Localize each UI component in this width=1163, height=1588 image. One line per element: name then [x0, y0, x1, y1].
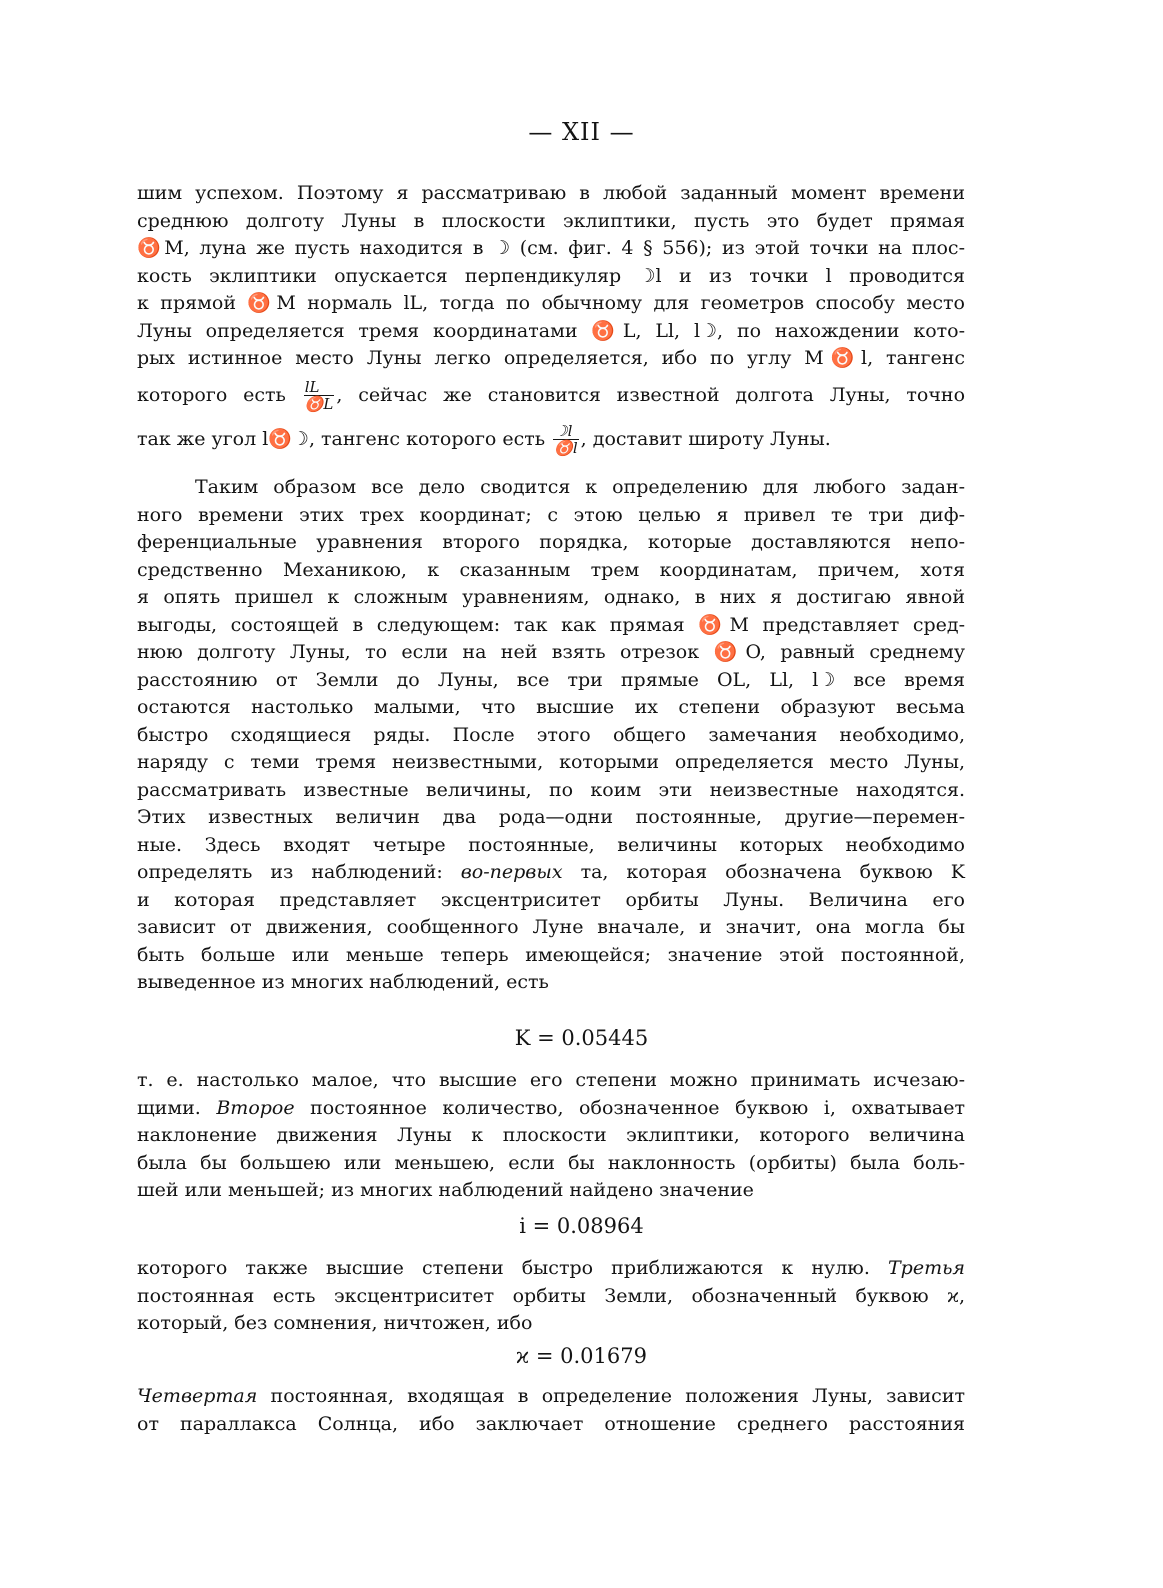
- text-line: [137, 1383, 965, 1411]
- fraction-tangent-latitude: [553, 423, 578, 456]
- text-line: ные. Здесь входят четыре постоянные, величины которых необходимо: [137, 833, 965, 856]
- text-line: к прямой ♉M нормаль lL, тогда по обычному для геометров способу место: [137, 292, 965, 314]
- text-line: Таким образом все дело сводится к определению для любого задан-: [195, 476, 965, 498]
- text-line: расстоянию от Земли до Луны, все три прямые OL, Ll, l☽ все время: [137, 668, 965, 691]
- text-line: шей или меньшей; из многих наблюдений найдено значение: [137, 1179, 754, 1201]
- italic-emphasis: Второе: [216, 1096, 295, 1119]
- text-fragment: постоянное количество, обозначенное буквою i, охватывает: [310, 1096, 965, 1119]
- text-line: наряду с теми тремя неизвестными, которыми определяется место Луны,: [137, 751, 965, 773]
- text-line: Этих известных величин два рода—одни постоянные, другие—перемен-: [137, 806, 965, 828]
- text-line: кость эклиптики опускается перпендикуляр ☽l и из точки l проводится: [137, 264, 965, 287]
- fraction-numerator: lL: [304, 379, 335, 396]
- page-number: — XII —: [528, 118, 635, 146]
- formula-moon-eccentricity: K = 0.05445: [514, 1026, 649, 1050]
- paragraph-2: [137, 474, 965, 997]
- text-line-with-fraction: [137, 373, 965, 417]
- italic-emphasis: Четвертая: [137, 1385, 258, 1407]
- fraction-denominator: ♉l: [554, 439, 578, 457]
- text-line: шим успехом. Поэтому я рассматриваю в любой заданный момент времени: [137, 182, 965, 204]
- text-line: остаются настолько малыми, что высшие их степени образуют весьма: [137, 696, 965, 718]
- text-fragment: щими.: [137, 1096, 201, 1119]
- text-line: ного времени этих трех координат; с этою целью я привел те три диф-: [137, 503, 965, 526]
- text-fragment: , доставит широту Луны.: [580, 427, 831, 450]
- formula-inclination: i = 0.08964: [519, 1214, 644, 1238]
- paragraph-5: [137, 1383, 965, 1438]
- text-line: среднюю долготу Луны в плоскости эклиптики, пусть это будет прямая: [137, 209, 965, 232]
- paragraph-4: [137, 1255, 965, 1338]
- text-fragment: постоянная, входящая в определение положения Луны, зависит: [270, 1385, 965, 1407]
- text-line: я опять пришел к сложным уравнениям, однако, в них я достигаю явной: [137, 586, 965, 608]
- italic-emphasis: Третья: [887, 1257, 966, 1279]
- text-line: [137, 859, 965, 887]
- text-line: ♉M, луна же пусть находится в ☽ (см. фиг. 4 § 556); из этой точки на плос-: [137, 237, 965, 259]
- text-fragment: которого есть: [137, 383, 286, 406]
- paragraph-3: [137, 1067, 965, 1205]
- text-line: быстро сходящиеся ряды. После этого общего замечания необходимо,: [137, 723, 965, 746]
- fraction-tangent-longitude: [304, 379, 335, 412]
- italic-emphasis: во-первых: [460, 861, 563, 883]
- text-fragment: та, которая обозначена буквою K: [580, 861, 965, 883]
- text-fragment: так же угол l♉☽, тангенс которого есть: [137, 427, 546, 450]
- text-line: рых истинное место Луны легко определяется, ибо по углу M♉l, тангенс: [137, 347, 965, 369]
- text-line: была бы большею или меньшею, если бы наклонность (орбиты) была боль-: [137, 1151, 965, 1174]
- text-line-with-fraction: [137, 417, 965, 461]
- text-fragment: которого также высшие степени быстро приближаются к нулю.: [137, 1257, 870, 1279]
- text-line: выгоды, состоящей в следующем: так как прямая ♉M представляет сред-: [137, 613, 965, 636]
- text-line: нюю долготу Луны, то если на ней взять отрезок ♉O, равный среднему: [137, 641, 965, 663]
- fraction-denominator: ♉L: [304, 395, 334, 413]
- text-line: от параллакса Солнца, ибо заключает отношение среднего расстояния: [137, 1412, 965, 1435]
- text-fragment: определять из наблюдений:: [137, 861, 443, 883]
- text-line: рассматривать известные величины, по коим эти неизвестные находятся.: [137, 778, 965, 801]
- formula-earth-eccentricity: ϰ = 0.01679: [516, 1344, 647, 1368]
- text-line: который, без сомнения, ничтожен, ибо: [137, 1312, 533, 1334]
- text-line: [137, 1095, 965, 1123]
- text-line: зависит от движения, сообщенного Луне вначале, и значит, она могла бы: [137, 916, 965, 938]
- text-line: средственно Механикою, к сказанным трем координатам, причем, хотя: [137, 558, 965, 581]
- text-line: т. е. настолько малое, что высшие его степени можно принимать исчезаю-: [137, 1069, 965, 1091]
- text-line: выведенное из многих наблюдений, есть: [137, 971, 549, 993]
- fraction-numerator: ☽l: [553, 423, 578, 440]
- text-line: [137, 1255, 965, 1283]
- text-fragment: , сейчас же становится известной долгота Луны, точно: [336, 383, 966, 406]
- text-line: постоянная есть эксцентриситет орбиты Земли, обозначенный буквою ϰ,: [137, 1284, 965, 1307]
- text-line: наклонение движения Луны к плоскости эклиптики, которого величина: [137, 1124, 965, 1146]
- paragraph-1: [137, 180, 965, 461]
- text-line: ференциальные уравнения второго порядка, которые доставляются непо-: [137, 531, 965, 553]
- text-line: Луны определяется тремя координатами ♉L, Ll, l☽, по нахождении кото-: [137, 319, 965, 342]
- text-line: и которая представляет эксцентриситет орбиты Луны. Величина его: [137, 888, 965, 911]
- text-line: быть больше или меньше теперь имеющейся; значение этой постоянной,: [137, 943, 965, 966]
